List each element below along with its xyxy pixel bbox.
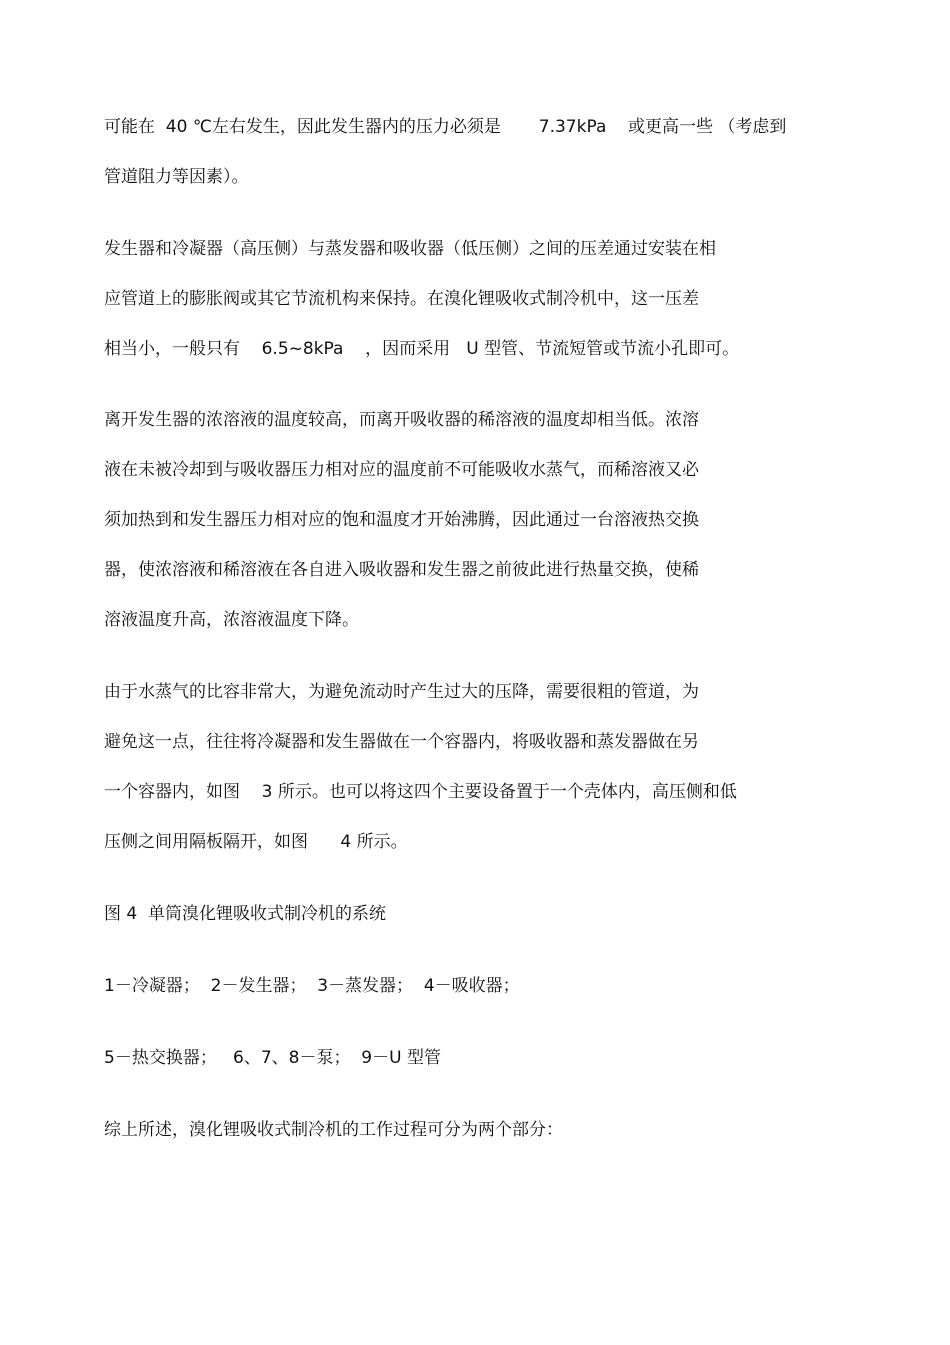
paragraph-4-line-4: 压侧之间用隔板隔开，如图 4 所示。 (104, 832, 408, 852)
figure-legend-line-2: 5－热交换器； 6、7、8－泵； 9－U 型管 (104, 1048, 441, 1068)
paragraph-3-line-4: 器，使浓溶液和稀溶液在各自进入吸收器和发生器之前彼此进行热量交换，使稀 (104, 560, 699, 580)
paragraph-4-line-3: 一个容器内，如图 3 所示。也可以将这四个主要设备置于一个壳体内，高压侧和低 (104, 782, 737, 802)
figure-legend-line-1: 1－冷凝器； 2－发生器； 3－蒸发器； 4－吸收器； (104, 976, 520, 996)
paragraph-3-line-5: 溶液温度升高，浓溶液温度下降。 (104, 610, 359, 630)
summary-line: 综上所述，溴化锂吸收式制冷机的工作过程可分为两个部分： (104, 1120, 563, 1140)
paragraph-4-line-1: 由于水蒸气的比容非常大，为避免流动时产生过大的压降，需要很粗的管道，为 (104, 682, 699, 702)
paragraph-2-line-1: 发生器和冷凝器（高压侧）与蒸发器和吸收器（低压侧）之间的压差通过安装在相 (104, 239, 716, 259)
paragraph-3-line-1: 离开发生器的浓溶液的温度较高，而离开吸收器的稀溶液的温度却相当低。浓溶 (104, 410, 699, 430)
paragraph-3-line-3: 须加热到和发生器压力相对应的饱和温度才开始沸腾，因此通过一台溶液热交换 (104, 510, 699, 530)
paragraph-4-line-2: 避免这一点，往往将冷凝器和发生器做在一个容器内，将吸收器和蒸发器做在另 (104, 732, 699, 752)
paragraph-3-line-2: 液在未被冷却到与吸收器压力相对应的温度前不可能吸收水蒸气，而稀溶液又必 (104, 460, 699, 480)
paragraph-1-line-1: 可能在 40 ℃左右发生，因此发生器内的压力必须是 7.37kPa 或更高一些 （考虑到 (104, 117, 787, 137)
figure-caption: 图 4 单筒溴化锂吸收式制冷机的系统 (104, 904, 387, 924)
paragraph-2-line-2: 应管道上的膨胀阀或其它节流机构来保持。在溴化锂吸收式制冷机中，这一压差 (104, 289, 699, 309)
paragraph-2-line-3: 相当小，一般只有 6.5~8kPa ，因而采用 U 型管、节流短管或节流小孔即可。 (104, 339, 740, 359)
paragraph-1-line-2: 管道阻力等因素）。 (104, 167, 249, 187)
